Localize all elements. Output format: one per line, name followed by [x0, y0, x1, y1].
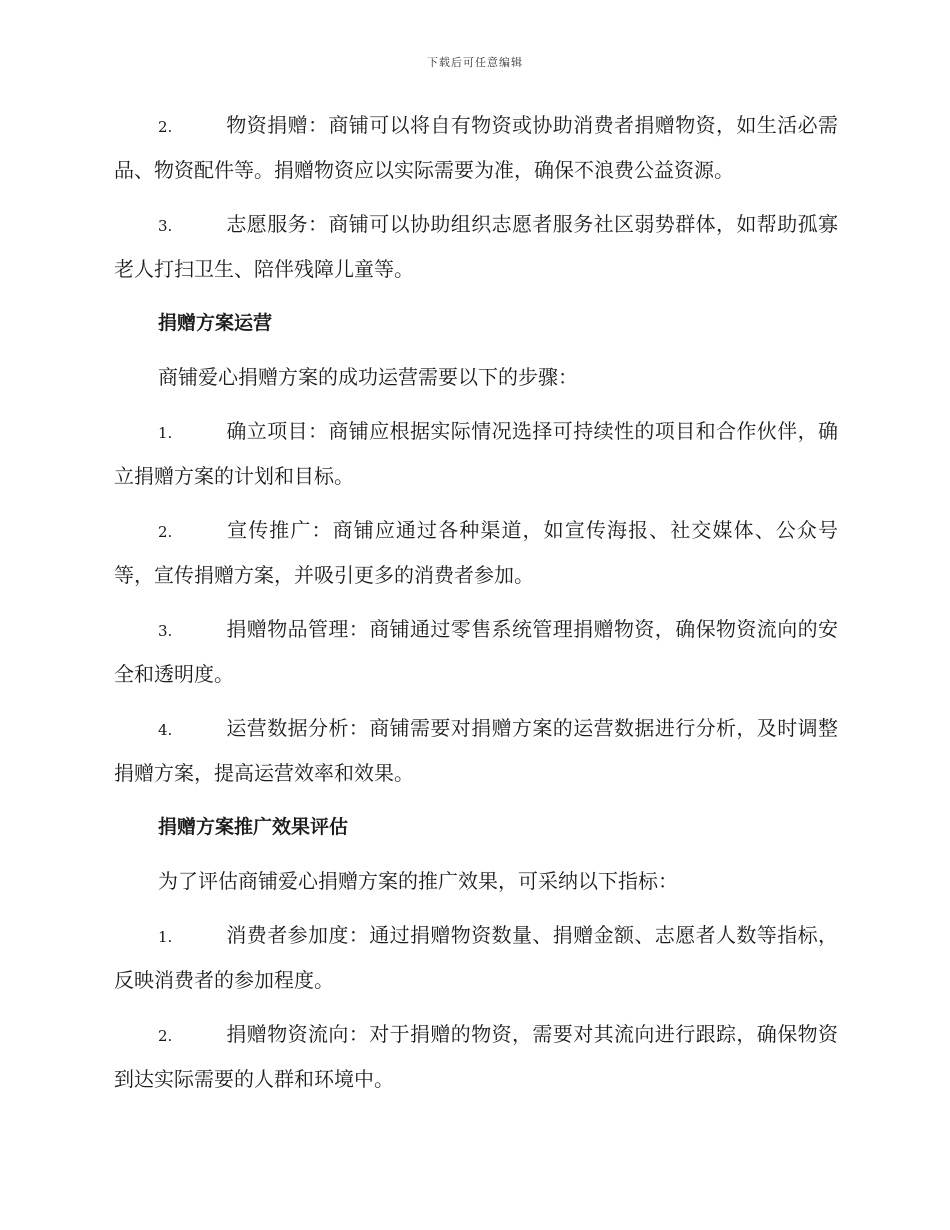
list-number: 1. — [158, 424, 173, 442]
list-number: 2. — [158, 523, 173, 541]
list-item-text: 确立项目：商铺应根据实际情况选择可持续性的项目和合作伙伴，确立捐赠方案的计划和目标。 — [114, 419, 838, 488]
list-item-text: 物资捐赠：商铺可以将自有物资或协助消费者捐赠物资，如生活必需品、物资配件等。捐赠物资应以实际需要为准，确保不浪费公益资源。 — [114, 113, 838, 182]
list-number: 3. — [158, 217, 173, 235]
list-number: 2. — [158, 1027, 173, 1045]
list-item — [114, 707, 838, 795]
section-heading: 捐赠方案运营 — [158, 312, 273, 334]
list-item-text: 消费者参加度：通过捐赠物资数量、捐赠金额、志愿者人数等指标，反映消费者的参加程度。 — [114, 923, 838, 992]
section-heading: 捐赠方案推广效果评估 — [158, 816, 349, 838]
list-number: 3. — [158, 622, 173, 640]
list-item-text: 捐赠物品管理：商铺通过零售系统管理捐赠物资，确保物资流向的安全和透明度。 — [114, 617, 838, 686]
list-number: 1. — [158, 928, 173, 946]
paragraph: 商铺爱心捐赠方案的成功运营需要以下的步骤： — [158, 365, 578, 389]
document-body — [114, 104, 838, 1112]
list-item — [114, 203, 838, 291]
list-item-text: 捐赠物资流向：对于捐赠的物资，需要对其流向进行跟踪，确保物资到达实际需要的人群和环境中。 — [114, 1022, 838, 1091]
list-number: 4. — [158, 721, 173, 739]
page-header: 下载后可任意编辑 — [427, 56, 523, 69]
paragraph: 为了评估商铺爱心捐赠方案的推广效果，可采纳以下指标： — [158, 869, 678, 893]
list-item — [114, 509, 838, 597]
list-item — [114, 608, 838, 696]
list-number: 2. — [158, 118, 173, 136]
list-item-text: 志愿服务：商铺可以协助组织志愿者服务社区弱势群体，如帮助孤寡老人打扫卫生、陪伴残障儿童等。 — [114, 212, 838, 281]
list-item — [114, 104, 838, 192]
list-item-text: 运营数据分析：商铺需要对捐赠方案的运营数据进行分析，及时调整捐赠方案，提高运营效率和效果。 — [114, 716, 838, 785]
list-item — [114, 1013, 838, 1101]
list-item — [114, 410, 838, 498]
list-item-text: 宣传推广：商铺应通过各种渠道，如宣传海报、社交媒体、公众号等，宣传捐赠方案，并吸引更多的消费者参加。 — [114, 518, 838, 587]
list-item — [114, 914, 838, 1002]
